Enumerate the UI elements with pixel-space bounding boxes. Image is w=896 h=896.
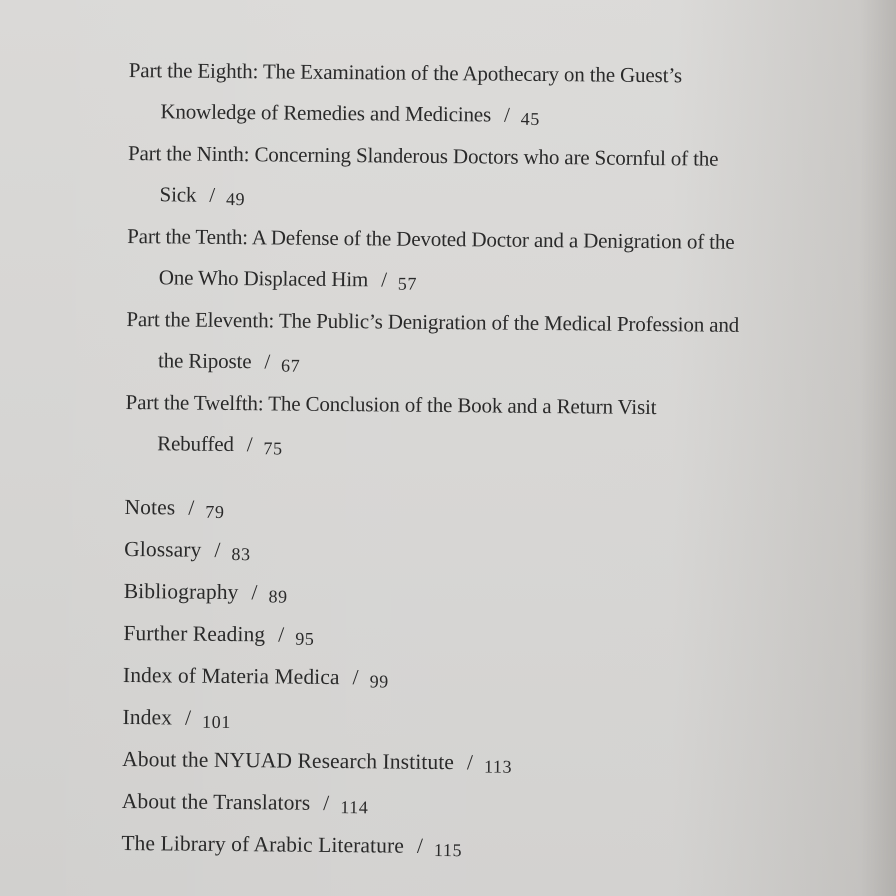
toc-entry-title-cont: Sick [159,182,197,207]
toc-entry-part-eleventh [126,299,887,389]
toc-entry-continuation [125,423,885,472]
toc-entry-title: Part the Ninth: Concerning Slanderous Doctors who are Scornful of the [127,140,719,171]
toc-entry-library-arabic-literature [121,823,881,872]
separator: / [264,349,271,374]
toc-entry-about-nyuad [122,739,882,788]
toc-entry-title-cont: Knowledge of Remedies and Medicines [160,99,492,127]
separator: / [466,750,474,775]
toc-entry-title: Index [122,704,173,730]
toc-entry-title-cont: Rebuffed [157,431,234,457]
page-number: 101 [201,711,231,733]
toc-entry-part-ninth [127,133,888,223]
toc-entry-title: Further Reading [123,620,266,647]
toc-entry-continuation [128,91,888,140]
toc-entry-continuation [127,257,887,306]
toc-entry-further-reading [123,613,883,662]
page-number: 49 [225,188,246,210]
toc-entry-continuation [127,174,887,223]
page-number: 113 [483,756,513,777]
page-number: 79 [205,501,225,522]
separator: / [251,580,258,605]
toc-entry-part-eighth [128,50,889,140]
toc-entry-about-translators [122,781,882,830]
toc-entry-title: Part the Eighth: The Examination of the Apothecary on the Guest’s [128,57,683,88]
toc-entry-title-cont: the Riposte [157,348,252,374]
toc-entry-part-twelfth [125,382,886,472]
toc-entry-title: The Library of Arabic Literature [121,830,405,858]
toc-entry-title: Notes [124,494,176,520]
separator: / [381,267,387,292]
separator: / [184,705,192,730]
toc-entry-title: About the Translators [121,788,311,815]
toc-entry-bibliography [124,571,884,620]
table-of-contents [121,50,889,872]
toc-entry-notes [124,487,884,536]
toc-entry-title-cont: One Who Displaced Him [158,265,369,292]
page-number: 45 [520,108,541,129]
page-number: 115 [433,839,463,861]
page-number: 75 [263,438,283,459]
separator: / [352,665,359,690]
toc-entry-title: Bibliography [123,578,239,605]
toc-entry-index-materia-medica [123,655,883,704]
separator: / [209,182,216,207]
toc-entry-continuation [126,340,886,389]
separator: / [503,102,510,127]
toc-entry-title: Part the Twelfth: The Conclusion of the Book and a Return Visit [125,389,657,420]
back-matter-list [121,487,885,872]
toc-entry-title: Index of Materia Medica [122,662,340,690]
page-number: 99 [369,671,389,692]
separator: / [246,432,253,457]
toc-entry-part-tenth [127,216,888,306]
page-number: 95 [295,628,315,649]
toc-entry-title: Part the Eleventh: The Public’s Denigration of the Medical Profession and [126,306,740,337]
toc-entry-glossary [124,529,884,578]
page-number: 67 [281,355,301,376]
toc-entry-title: Glossary [124,536,202,562]
toc-entry-title: Part the Tenth: A Defense of the Devoted Doctor and a Denigration of the [127,223,735,254]
toc-entry-index [122,697,882,746]
page-number: 89 [268,586,288,607]
separator: / [416,833,424,858]
toc-entry-title: About the NYUAD Research Institute [122,746,455,775]
page-number: 114 [340,797,369,818]
page-number: 57 [397,273,418,294]
separator: / [323,790,330,815]
separator: / [188,495,195,520]
separator: / [278,622,285,647]
page-number: 83 [231,544,251,565]
separator: / [214,537,221,562]
